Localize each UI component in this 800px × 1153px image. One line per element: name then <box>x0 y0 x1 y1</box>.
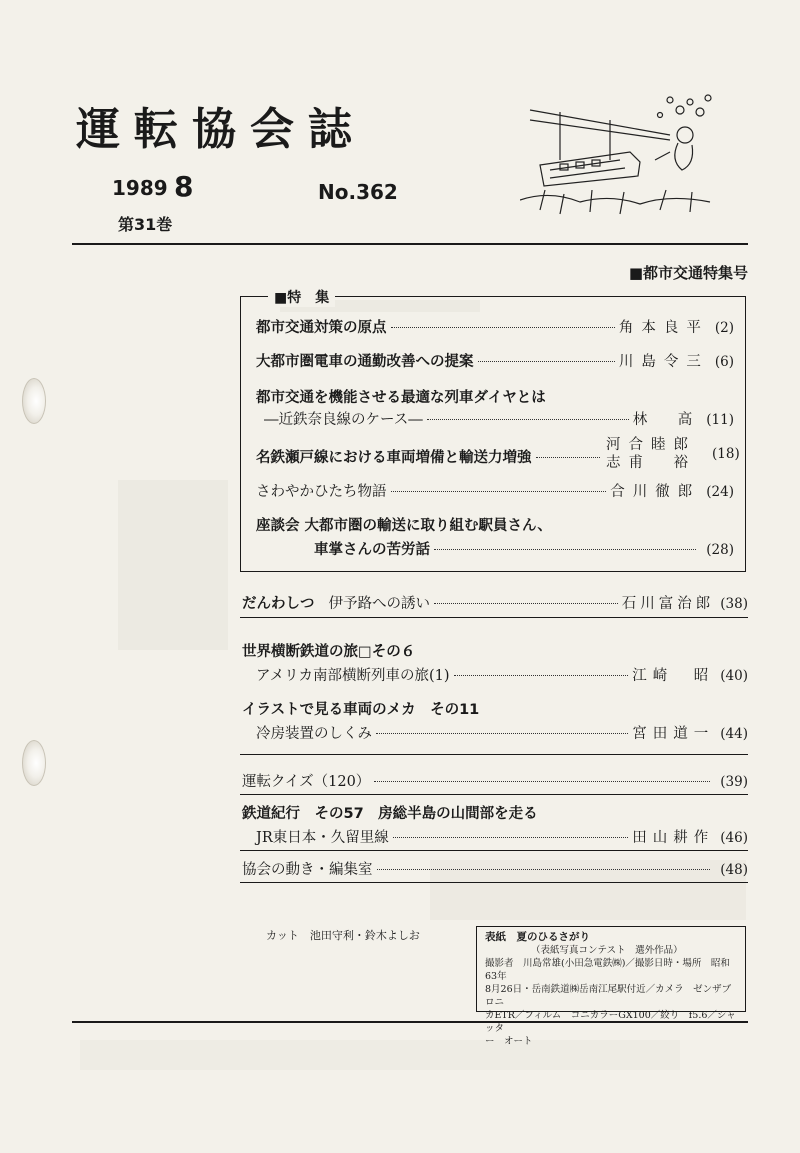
section-divider <box>240 794 748 795</box>
article-page: (24) <box>706 484 734 500</box>
contents-entry[interactable] <box>256 664 748 685</box>
issue-number: No.362 <box>318 180 398 204</box>
article-subtitle: ―近鉄奈良線のケース― <box>264 412 423 428</box>
issue-year: 1989 <box>112 176 168 200</box>
entry-page: (44) <box>720 726 748 742</box>
cover-info-box <box>476 926 746 1047</box>
section-divider <box>240 850 748 851</box>
section-divider <box>240 882 748 883</box>
leader-dots <box>391 327 615 328</box>
article-title: 名鉄瀬戸線における車両増備と輸送力増強 <box>256 450 532 466</box>
article-page: (6) <box>714 354 734 370</box>
leader-dots <box>478 361 615 362</box>
article-page: (28) <box>706 542 734 558</box>
leader-dots <box>393 837 629 838</box>
article-title: 大都市圏電車の通勤改善への提案 <box>256 354 474 370</box>
footer-rule <box>72 1021 748 1023</box>
article-title[interactable]: 座談会 大都市圏の輸送に取り組む駅員さん、 <box>256 518 552 534</box>
article-title[interactable]: 都市交通を機能させる最適な列車ダイヤとは <box>256 390 546 406</box>
leader-dots <box>434 603 618 604</box>
article-page: (11) <box>706 412 734 428</box>
header-rule <box>72 243 748 245</box>
special-issue-label: ■都市交通特集号 <box>628 264 748 282</box>
entry-page: (39) <box>720 774 748 790</box>
feature-label: ■特 集 <box>268 287 335 307</box>
cover-subheading: （表紙写真コンテスト 選外作品） <box>531 945 683 956</box>
leader-dots <box>427 419 629 420</box>
article-page: (2) <box>714 320 734 336</box>
binder-hole-bottom <box>22 740 46 786</box>
feature-article[interactable] <box>264 408 734 429</box>
leader-dots <box>377 869 711 870</box>
train-field-illustration <box>520 90 720 220</box>
entry-author: 田山耕作 <box>632 830 715 846</box>
entry-page: (40) <box>720 668 748 684</box>
entry-page: (38) <box>720 596 748 612</box>
article-title: さわやかひたち物語 <box>256 484 387 500</box>
leader-dots <box>434 549 696 550</box>
feature-article[interactable] <box>256 446 604 467</box>
binder-hole-top <box>22 378 46 424</box>
article-page: (18) <box>712 446 740 462</box>
article-author: 角本良平 <box>618 320 709 336</box>
contents-entry[interactable] <box>242 858 748 879</box>
entry-author: 江崎 昭 <box>632 668 715 684</box>
leader-dots <box>454 675 629 676</box>
cover-credit-line: カETR／フィルム コニカラーGX100／絞り f5.6／シャッタ <box>485 1010 736 1034</box>
contents-entry[interactable] <box>256 826 748 847</box>
leader-dots <box>391 491 607 492</box>
section-divider <box>240 754 748 755</box>
series-title: 世界横断鉄道の旅□その６ <box>242 644 416 660</box>
article-title: 都市交通対策の原点 <box>256 320 387 336</box>
cover-credit-line: 撮影者 川島常雄(小田急電鉄㈱)／撮影日時・場所 昭和63年 <box>485 958 730 982</box>
entry-page: (48) <box>720 862 748 878</box>
feature-article[interactable] <box>256 350 734 371</box>
article-author: 林 高 <box>632 412 701 428</box>
entry-title: アメリカ南部横断列車の旅(1) <box>256 668 450 684</box>
issue-month: 8 <box>174 170 194 203</box>
entry-title: 協会の動き・編集室 <box>242 862 373 878</box>
bleed-through-table <box>118 480 228 650</box>
article-author-1: 河合睦郎 <box>606 437 696 453</box>
feature-article[interactable] <box>314 538 734 559</box>
magazine-title: 運転協会誌 <box>76 104 366 155</box>
entry-title: 冷房装置のしくみ <box>256 726 372 742</box>
article-subtitle: 車掌さんの苦労話 <box>314 542 430 558</box>
entry-page: (46) <box>720 830 748 846</box>
entry-author: 宮田道一 <box>632 726 715 742</box>
article-author: 合川徹郎 <box>610 484 701 500</box>
section-divider <box>240 617 748 618</box>
contents-entry[interactable] <box>242 770 748 791</box>
cover-credit-line: ー オート <box>485 1036 533 1047</box>
article-author: 川島令三 <box>618 354 709 370</box>
series-title: 鉄道紀行 その57 房総半島の山間部を走る <box>242 806 538 822</box>
entry-title: JR東日本・久留里線 <box>256 830 389 846</box>
volume-number: 第31巻 <box>118 215 173 234</box>
entry-author: 石川富治郎 <box>621 596 715 612</box>
contents-entry[interactable] <box>242 592 748 613</box>
feature-article[interactable] <box>256 316 734 337</box>
feature-article[interactable] <box>256 480 734 501</box>
entry-title: だんわしつ <box>242 596 315 612</box>
entry-subtitle: 伊予路への誘い <box>328 596 430 612</box>
cut-illustration-credit: カット 池田守利・鈴木よしお <box>266 929 420 942</box>
entry-title: 運転クイズ（120） <box>242 774 371 790</box>
leader-dots <box>374 781 710 782</box>
cover-heading: 表紙 夏のひるさがり <box>485 931 590 943</box>
series-title: イラストで見る車両のメカ その11 <box>242 702 480 718</box>
article-author-2: 志甫 裕 <box>606 455 696 471</box>
cover-credit-line: 8月26日・岳南鉄道㈱岳南江尾駅付近／カメラ ゼンザブロニ <box>485 984 732 1008</box>
contents-entry[interactable] <box>256 722 748 743</box>
leader-dots <box>536 457 601 458</box>
leader-dots <box>376 733 628 734</box>
